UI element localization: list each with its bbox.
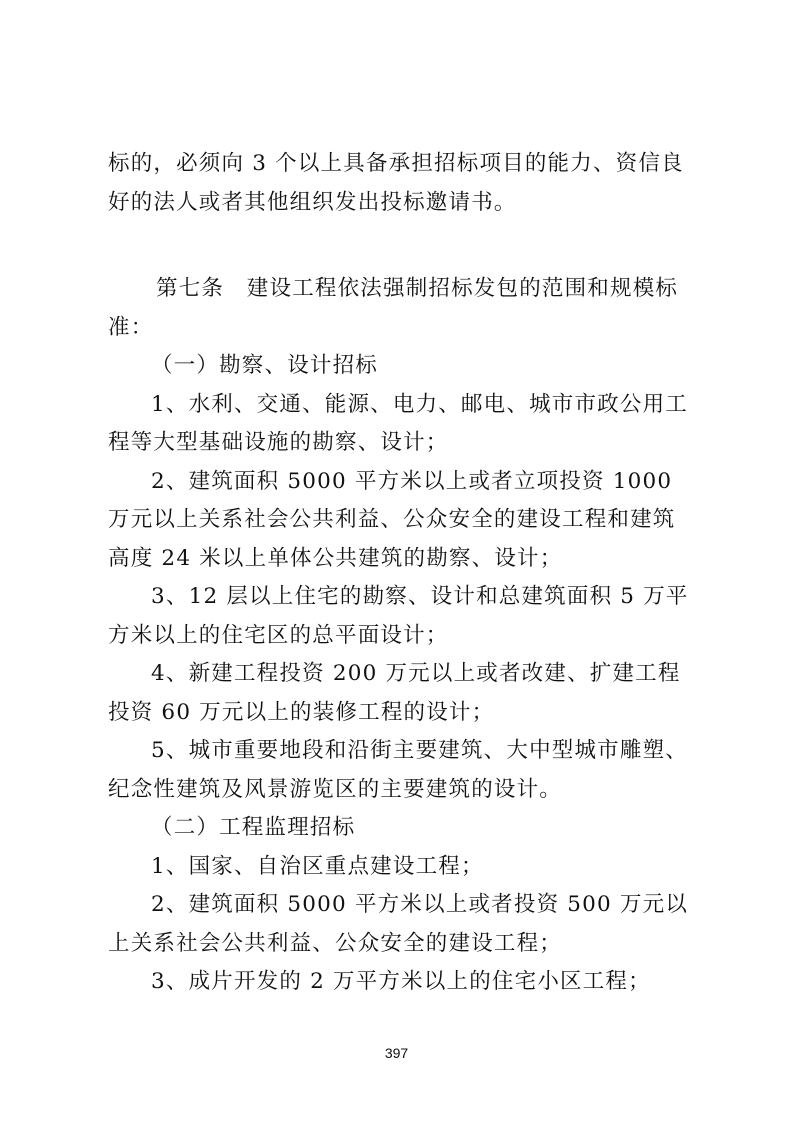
section-title-survey-design: （一）勘察、设计招标 [151, 353, 379, 378]
list-item: 1、水利、交通、能源、电力、邮电、城市市政公用工程等大型基础设施的勘察、设计； [108, 391, 688, 455]
list-item: 5、城市重要地段和沿街主要建筑、大中型城市雕塑、纪念性建筑及风景游览区的主要建筑的设计。 [108, 738, 688, 802]
section-title-supervision: （二）工程监理招标 [151, 815, 356, 840]
article-heading: 第七条 建设工程依法强制招标发包的范围和规模标准： [108, 276, 679, 340]
intro-paragraph-block [108, 145, 698, 222]
list-item: 2、建筑面积 5000 平方米以上或者投资 500 万元以上关系社会公共利益、公众安全的建设工程； [108, 892, 689, 956]
intro-paragraph: 标的，必须向 3 个以上具备承担招标项目的能力、资信良好的法人或者其他组织发出投标邀请书。 [108, 151, 684, 215]
list-item: 1、国家、自治区重点建设工程； [151, 853, 484, 879]
page-number: 397 [384, 1045, 409, 1061]
article-seven [108, 270, 698, 1002]
list-item: 4、新建工程投资 200 万元以上或者改建、扩建工程投资 60 万元以上的装修工程的设计； [108, 661, 681, 725]
list-item: 2、建筑面积 5000 平方米以上或者立项投资 1000 万元以上关系社会公共利益、公众安全的建设工程和建筑高度 24 米以上单体公共建筑的勘察、设计； [108, 468, 676, 571]
list-item: 3、成片开发的 2 万平方米以上的住宅小区工程； [151, 969, 651, 994]
list-item: 3、12 层以上住宅的勘察、设计和总建筑面积 5 万平方米以上的住宅区的总平面设计； [108, 584, 689, 648]
